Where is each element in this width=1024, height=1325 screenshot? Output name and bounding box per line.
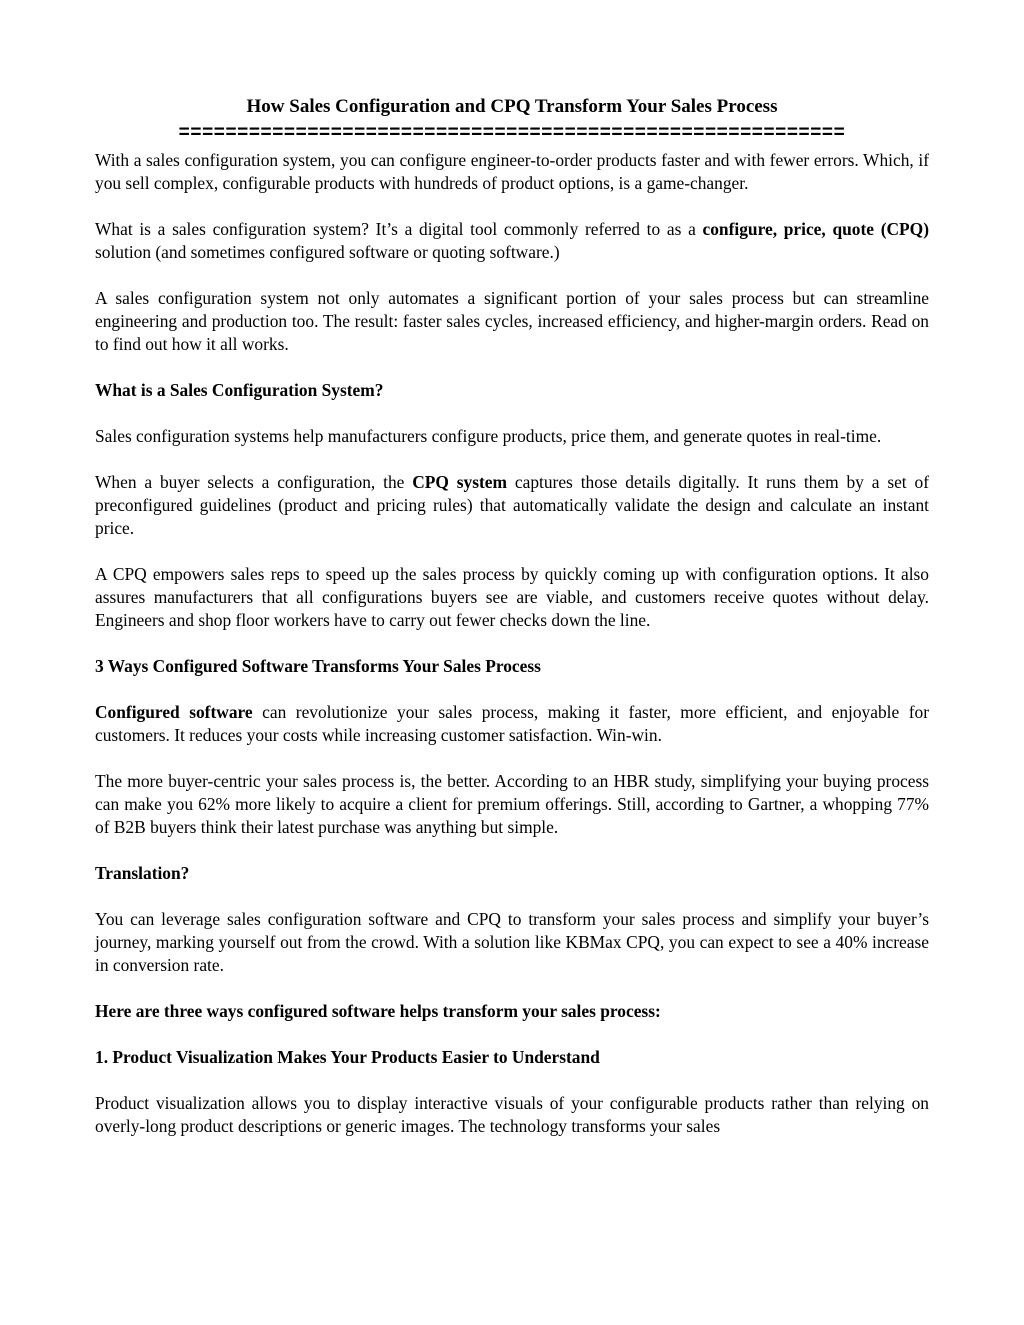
- systems-paragraph: Sales configuration systems help manufacturers configure products, price them, and generate quotes in real-time.: [95, 426, 882, 446]
- cpq-empowers-paragraph: A CPQ empowers sales reps to speed up the sales process by quickly coming up with configuration options. It also assures manufacturers that all configurations buyers see are viable, and customers receive quotes without delay. Engineers and shop floor workers have to carry out fewer checks down the line.: [95, 564, 929, 630]
- configured-software-paragraph: [95, 701, 929, 747]
- leverage-paragraph: You can leverage sales configuration software and CPQ to transform your sales process and simplify your buyer’s journey, marking yourself out from the crowd. With a solution like KBMax CPQ, you can expect to see a 40% increase in conversion rate.: [95, 909, 929, 975]
- definition-paragraph: [95, 218, 929, 264]
- cpq-system-term: CPQ system: [412, 472, 508, 492]
- heading-translation: Translation?: [95, 863, 190, 883]
- heading-product-visualization: 1. Product Visualization Makes Your Products Easier to Understand: [95, 1047, 600, 1067]
- cpq-system-text-end: captures those details digitally. It runs them by a set of preconfigured guidelines (product and pricing rules) that automatically validate the design and calculate an instant price.: [95, 472, 929, 538]
- definition-text-end: solution (and sometimes configured software or quoting software.): [95, 242, 560, 262]
- cpq-term: configure, price, quote (CPQ): [702, 219, 929, 239]
- intro-paragraph: With a sales configuration system, you can configure engineer-to-order products faster and with fewer errors. Which, if you sell complex, configurable products with hundreds of product options, is a game-changer.: [95, 150, 929, 193]
- configured-software-term: Configured software: [95, 702, 253, 722]
- configured-software-text: can revolutionize your sales process, making it faster, more efficient, and enjoyable for customers. It reduces your costs while increasing customer satisfaction. Win-win.: [95, 702, 929, 745]
- title-underline-rule: =========================================================: [178, 122, 846, 143]
- buyer-centric-paragraph: The more buyer-centric your sales process is, the better. According to an HBR study, simplifying your buying process can make you 62% more likely to acquire a client for premium offerings. Still, according to Gartner, a whopping 77% of B2B buyers think their latest purchase was anything but simple.: [95, 771, 929, 837]
- product-visualization-paragraph: Product visualization allows you to display interactive visuals of your configurable products rather than relying on overly-long product descriptions or generic images. The technology transforms your sales: [95, 1093, 929, 1136]
- heading-what-is: What is a Sales Configuration System?: [95, 380, 384, 400]
- document-title: How Sales Configuration and CPQ Transform Your Sales Process: [246, 96, 778, 117]
- heading-three-ways: Here are three ways configured software helps transform your sales process:: [95, 1001, 661, 1021]
- cpq-system-paragraph: [95, 471, 929, 540]
- document-body: [95, 149, 929, 1161]
- benefits-paragraph: A sales configuration system not only automates a significant portion of your sales process but can streamline engineering and production too. The result: faster sales cycles, increased efficiency, and higher-margin orders. Read on to find out how it all works.: [95, 288, 929, 354]
- heading-3-ways: 3 Ways Configured Software Transforms Your Sales Process: [95, 656, 541, 676]
- definition-text-start: What is a sales configuration system? It’s a digital tool commonly referred to as a: [95, 219, 703, 239]
- cpq-system-text-start: When a buyer selects a configuration, the: [95, 472, 413, 492]
